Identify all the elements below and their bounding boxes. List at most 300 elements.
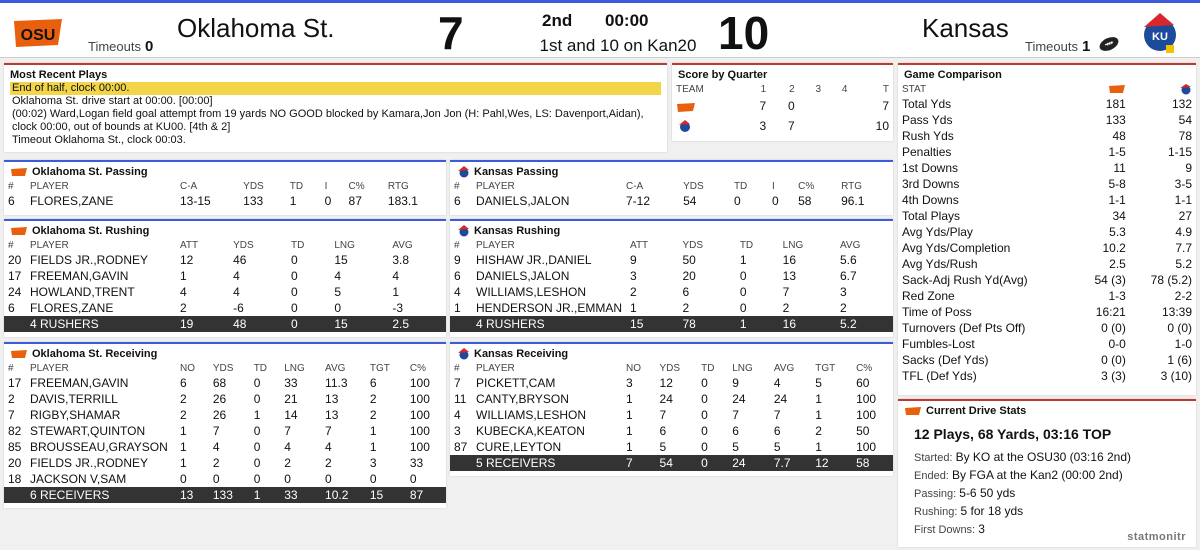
column-header: YDS — [212, 362, 234, 374]
stat-cell: 85 — [8, 440, 22, 454]
stat-cell: 100 — [409, 408, 430, 422]
stat-cell: 100 — [856, 408, 877, 422]
stat-cell: 0 — [701, 376, 708, 390]
total-cell: 0 — [287, 316, 330, 332]
cmp-row — [898, 176, 1196, 192]
play-item: Timeout Oklahoma St., clock 00:03. — [12, 134, 186, 146]
cmp-ku-value: 7.7 — [1175, 241, 1192, 255]
cmp-ku-value: 54 — [1178, 113, 1192, 127]
cmp-stat-label: TFL (Def Yds) — [902, 369, 977, 383]
stat-cell: 6 — [180, 376, 187, 390]
cmp-stat-label: Red Zone — [902, 289, 955, 303]
stat-cell: 100 — [409, 376, 430, 390]
stat-cell: 17 — [8, 376, 22, 390]
drive-started: Started: By KO at the OSU30 (03:16 2nd) — [914, 450, 1132, 464]
total-row — [4, 487, 446, 503]
column-header: AVG — [773, 362, 795, 374]
stat-cell: 20 — [8, 456, 22, 470]
stat-cell: 4 — [325, 440, 332, 454]
cmp-row — [898, 208, 1196, 224]
player-row — [4, 268, 446, 284]
stat-cell: 4 — [212, 440, 220, 454]
stat-cell: 87 — [348, 194, 362, 208]
stat-cell: 6 — [454, 269, 461, 283]
total-cell: 1 — [736, 316, 779, 332]
game-comparison-panel — [898, 63, 1196, 395]
stat-cell: 2 — [8, 392, 15, 406]
ku-small-logo-icon — [456, 347, 470, 360]
player-row — [4, 423, 446, 439]
stat-cell: 7 — [212, 424, 220, 438]
column-header: TGT — [369, 362, 390, 374]
stat-cell: 2 — [284, 456, 291, 470]
stat-cell: 3 — [630, 269, 637, 283]
stat-cell: 60 — [856, 376, 870, 390]
stat-cell: 1 — [815, 408, 822, 422]
osu-receiving-title-row — [4, 344, 446, 361]
stat-cell: 5 — [732, 440, 739, 454]
stat-cell: 33 — [409, 456, 424, 470]
column-header: # — [8, 362, 14, 374]
stat-cell: 2 — [682, 301, 690, 315]
cmp-ku-value: 132 — [1171, 97, 1192, 111]
column-header: ATT — [180, 239, 199, 251]
stat-cell: 0 — [701, 424, 708, 438]
stat-cell: 1 — [630, 301, 637, 315]
home-score: 7 — [438, 7, 464, 59]
stat-cell: 9 — [454, 253, 461, 267]
cmp-ku-value: 78 — [1178, 129, 1192, 143]
cmp-stat-label: Sack-Adj Rush Yd(Avg) — [902, 273, 1028, 287]
stat-cell: 0 — [324, 194, 332, 208]
cmp-osu-value: 1-1 — [1108, 193, 1126, 207]
stat-cell: 13 — [325, 408, 339, 422]
cmp-ku-value: 5.2 — [1175, 257, 1192, 271]
home-timeouts: Timeouts 0 — [88, 38, 154, 55]
column-header: LNG — [284, 362, 305, 374]
drive-rushing: Rushing: 5 for 18 yds — [914, 504, 1024, 518]
column-header: RTG — [387, 180, 409, 192]
osu-small-logo-icon — [676, 101, 696, 113]
total-cell: 6 RECEIVERS — [26, 487, 176, 503]
stat-cell: 4 — [180, 285, 187, 299]
cmp-osu-value: 1-3 — [1108, 289, 1126, 303]
stat-cell: 3 — [369, 456, 377, 470]
cmp-ku-value: 1-1 — [1174, 193, 1192, 207]
column-header: TD — [733, 180, 748, 192]
sq-header-team: TEAM — [676, 83, 704, 95]
player-row — [450, 268, 893, 284]
stat-cell: 1 — [626, 392, 633, 406]
cmp-osu-value: 0-0 — [1108, 337, 1126, 351]
sq-header-q2: 2 — [789, 83, 795, 95]
away-score: 10 — [718, 7, 770, 59]
column-header: NO — [626, 362, 641, 374]
stat-cell: 7 — [782, 285, 790, 299]
game-clock: 00:00 — [605, 11, 649, 30]
stat-cell: 7 — [325, 424, 332, 438]
column-header: PLAYER — [30, 362, 69, 374]
total-cell: 5.2 — [836, 316, 893, 332]
stat-cell: 6 — [732, 424, 739, 438]
player-row — [4, 455, 446, 471]
cmp-osu-value: 5.3 — [1109, 225, 1126, 239]
down-distance: 1st and 10 on Kan20 — [539, 36, 697, 55]
player-row — [450, 375, 893, 391]
stat-cell: 0 — [212, 472, 220, 486]
osu-small-logo-icon — [904, 406, 922, 416]
drive-stats-title: Current Drive Stats — [926, 404, 1027, 417]
cmp-osu-value: 0 (0) — [1101, 353, 1126, 367]
player-row — [4, 300, 446, 316]
ku-small-logo-icon — [456, 224, 470, 237]
stat-cell: 183.1 — [387, 194, 418, 208]
drive-passing: Passing: 5-6 50 yds — [914, 486, 1016, 500]
panel-title: Kansas Receiving — [474, 347, 569, 360]
sq-header-q4: 4 — [841, 83, 848, 95]
total-cell: 4 RUSHERS — [472, 316, 626, 332]
stat-cell: 4 — [233, 269, 240, 283]
stat-cell: 9 — [732, 376, 739, 390]
cmp-stat-header: STAT — [902, 83, 927, 95]
stat-cell: CANTY,BRYSON — [476, 392, 569, 406]
cmp-row — [898, 336, 1196, 352]
total-cell: 16 — [779, 316, 836, 332]
stat-cell: 2 — [369, 408, 377, 422]
stat-cell: 0 — [701, 408, 708, 422]
stat-cell: 18 — [8, 472, 22, 486]
column-header: TD — [739, 239, 754, 251]
sq-header-q1: 1 — [760, 83, 767, 95]
stat-cell: 96.1 — [841, 194, 865, 208]
cmp-row — [898, 368, 1196, 384]
stat-cell: 6 — [682, 285, 690, 299]
statmonitr-logo: statmonitr — [1127, 531, 1186, 543]
total-cell — [450, 316, 472, 332]
away-timeouts: Timeouts 1 — [1025, 38, 1091, 55]
football-icon — [1098, 36, 1120, 57]
column-header: LNG — [334, 239, 355, 251]
cmp-osu-value: 181 — [1105, 97, 1126, 111]
stat-cell: 26 — [212, 392, 227, 406]
player-row — [450, 284, 893, 300]
column-header: AVG — [392, 239, 413, 251]
column-header: # — [454, 239, 460, 251]
stat-cell: 100 — [409, 424, 430, 438]
cmp-ku-value: 27 — [1178, 209, 1192, 223]
stat-cell: 1 — [392, 285, 400, 299]
stat-cell: 5 — [815, 376, 822, 390]
column-header: # — [8, 180, 14, 192]
stat-cell: 0 — [739, 285, 747, 299]
osu-rushing-panel — [4, 219, 446, 337]
total-row — [450, 455, 893, 471]
stat-cell: 50 — [856, 424, 870, 438]
cmp-ku-value: 78 (5.2) — [1150, 273, 1192, 287]
stat-cell: 7-12 — [626, 194, 651, 208]
stat-cell: 0 — [291, 269, 298, 283]
ku-receiving-panel — [450, 342, 893, 476]
stat-cell: 46 — [233, 253, 247, 267]
osu-small-logo-icon — [10, 226, 28, 236]
column-header: PLAYER — [476, 180, 515, 192]
stat-cell: -3 — [392, 301, 403, 315]
osu-small-logo-icon — [1108, 84, 1126, 94]
stat-cell: CURE,LEYTON — [476, 440, 562, 454]
score-by-quarter-title: Score by Quarter — [678, 68, 768, 81]
cmp-ku-value: 3 (10) — [1160, 369, 1192, 383]
cmp-row — [898, 224, 1196, 240]
osu-passing-panel — [4, 160, 446, 215]
svg-text:OSU: OSU — [20, 27, 56, 44]
stat-cell: 0 — [253, 424, 261, 438]
column-header: AVG — [325, 362, 346, 374]
stat-cell: 14 — [284, 408, 298, 422]
stat-cell: DAVIS,TERRILL — [30, 392, 118, 406]
column-header: YDS — [682, 239, 704, 251]
stat-cell: 0 — [325, 472, 332, 486]
total-cell: 1 — [250, 487, 281, 503]
column-header: C% — [798, 180, 815, 192]
cmp-stat-label: Avg Yds/Completion — [902, 241, 1011, 255]
score-by-quarter-panel — [672, 63, 893, 141]
player-row — [4, 375, 446, 391]
stat-cell: 11 — [454, 392, 467, 406]
cmp-stat-label: Avg Yds/Rush — [902, 257, 978, 271]
stat-cell: 1 — [369, 424, 377, 438]
cmp-osu-value: 11 — [1113, 161, 1126, 175]
cmp-row — [898, 144, 1196, 160]
stat-cell: 1 — [454, 301, 461, 315]
cmp-osu-value: 48 — [1112, 129, 1126, 143]
stat-cell: FREEMAN,GAVIN — [30, 376, 129, 390]
column-header: PLAYER — [30, 180, 69, 192]
column-header: # — [454, 362, 460, 374]
cmp-row — [898, 160, 1196, 176]
cmp-osu-value: 16:21 — [1095, 305, 1126, 319]
column-header: RTG — [841, 180, 863, 192]
cmp-row — [898, 288, 1196, 304]
cmp-osu-value: 0 (0) — [1101, 321, 1126, 335]
player-row — [4, 284, 446, 300]
sq-cell: 0 — [788, 99, 795, 113]
stat-cell: HENDERSON JR.,EMMAN — [476, 301, 623, 315]
column-header: C% — [856, 362, 873, 374]
cmp-row — [898, 352, 1196, 368]
drive-stats-title-row — [898, 401, 1196, 418]
stat-cell: 17 — [8, 269, 22, 283]
stat-cell: -6 — [233, 301, 244, 315]
stat-cell: 1 — [289, 194, 297, 208]
stat-cell: DANIELS,JALON — [476, 269, 570, 283]
away-team-name: Kansas — [922, 13, 1009, 43]
column-header: # — [8, 239, 14, 251]
osu-logo-icon — [10, 13, 66, 53]
total-cell: 13 — [176, 487, 209, 503]
column-header: TGT — [815, 362, 836, 374]
ku-small-logo-icon — [676, 119, 692, 133]
player-row — [4, 193, 446, 209]
cmp-osu-value: 34 — [1112, 209, 1126, 223]
stat-cell: 20 — [682, 269, 696, 283]
stat-cell: 13-15 — [180, 194, 211, 208]
stat-cell: 2 — [782, 301, 790, 315]
sq-cell: 7 — [759, 99, 767, 113]
cmp-stat-label: Sacks (Def Yds) — [902, 353, 989, 367]
sq-cell — [799, 96, 825, 116]
sq-cell: 7 — [788, 119, 795, 133]
stat-cell: 6 — [659, 424, 667, 438]
stat-cell: HOWLAND,TRENT — [30, 285, 135, 299]
cmp-ku-value: 2-2 — [1174, 289, 1192, 303]
cmp-row — [898, 240, 1196, 256]
panel-title: Kansas Rushing — [474, 224, 561, 237]
panel-title: Kansas Passing — [474, 165, 559, 178]
stat-cell: 7 — [8, 408, 15, 422]
panel-title: Oklahoma St. Passing — [32, 165, 148, 178]
cmp-ku-value: 1-15 — [1167, 145, 1192, 159]
cmp-stat-label: 1st Downs — [902, 161, 959, 175]
cmp-row — [898, 320, 1196, 336]
stat-cell: 24 — [8, 285, 22, 299]
stat-cell: 33 — [284, 376, 298, 390]
total-cell: 7 — [622, 455, 656, 471]
stat-cell: 58 — [798, 194, 812, 208]
stat-cell: 13 — [325, 392, 339, 406]
stat-cell: 20 — [8, 253, 22, 267]
stat-cell: 1 — [180, 440, 187, 454]
recent-plays-title: Most Recent Plays — [10, 68, 108, 81]
stat-cell: 6 — [8, 301, 15, 315]
total-row — [4, 316, 446, 332]
cmp-ku-value: 9 — [1185, 161, 1192, 175]
osu-rushing-title-row — [4, 221, 446, 238]
stat-cell: 4 — [454, 285, 461, 299]
play-item: End of half, clock 00:00. — [10, 82, 661, 95]
cmp-stat-label: 3rd Downs — [902, 177, 960, 191]
home-team-name: Oklahoma St. — [177, 13, 335, 43]
stat-cell: 3 — [839, 285, 847, 299]
player-row — [4, 471, 446, 487]
cmp-stat-label: Fumbles-Lost — [902, 337, 975, 351]
cmp-stat-label: Total Plays — [902, 209, 961, 223]
stat-cell: 5 — [659, 440, 667, 454]
total-cell: 15 — [626, 316, 678, 332]
column-header: NO — [180, 362, 195, 374]
stat-cell: 7 — [454, 376, 461, 390]
cmp-ku-value: 1-0 — [1174, 337, 1192, 351]
stat-cell: 54 — [683, 194, 697, 208]
stat-cell: 1 — [180, 269, 187, 283]
stat-cell: 6.7 — [839, 269, 857, 283]
player-row — [450, 252, 893, 268]
total-cell: 12 — [811, 455, 852, 471]
sq-cell: 10 — [875, 119, 889, 133]
cmp-osu-value: 10.2 — [1102, 241, 1126, 255]
total-cell: 133 — [209, 487, 250, 503]
total-cell: 19 — [176, 316, 229, 332]
stat-cell: WILLIAMS,LESHON — [476, 285, 587, 299]
column-header: I — [324, 180, 328, 192]
stat-cell: 0 — [701, 440, 708, 454]
player-row — [450, 407, 893, 423]
play-item: (00:02) Ward,Logan field goal attempt from 19 yards NO GOOD blocked by Kamara,Jon Jon (H: Pahl,Wes, LS: Davenport,Aidan), clock 00:00, out of bounds at KU00. [4th & 2] — [12, 108, 644, 133]
drive-stats-panel — [898, 399, 1196, 547]
stat-cell: 50 — [682, 253, 696, 267]
scoreboard-header — [0, 0, 1200, 58]
stat-cell: 133 — [243, 194, 264, 208]
stat-cell: 5.6 — [839, 253, 857, 267]
panel-title: Oklahoma St. Rushing — [32, 224, 150, 237]
player-row — [450, 439, 893, 455]
stat-cell: 9 — [630, 253, 637, 267]
column-header: AVG — [839, 239, 861, 251]
player-row — [4, 439, 446, 455]
stat-cell: FLORES,ZANE — [30, 194, 114, 208]
cmp-ku-value: 1 (6) — [1167, 353, 1192, 367]
stat-cell: 3.8 — [392, 253, 410, 267]
cmp-stat-label: Turnovers (Def Pts Off) — [902, 321, 1026, 335]
cmp-stat-label: 4th Downs — [902, 193, 959, 207]
cmp-stat-label: Avg Yds/Play — [902, 225, 973, 239]
total-cell: 5 RECEIVERS — [472, 455, 622, 471]
stat-cell: 3 — [626, 376, 633, 390]
stat-cell: 4 — [392, 269, 400, 283]
stat-cell: 0 — [409, 472, 417, 486]
stat-cell: 0 — [369, 472, 377, 486]
panel-title: Oklahoma St. Receiving — [32, 347, 158, 360]
ku-logo-icon — [1130, 9, 1186, 49]
stat-cell: 1 — [626, 440, 633, 454]
cmp-osu-value: 2.5 — [1109, 257, 1126, 271]
total-cell: 4 RUSHERS — [26, 316, 176, 332]
column-header: I — [771, 180, 775, 192]
column-header: YDS — [683, 180, 704, 192]
stat-cell: 1 — [253, 408, 261, 422]
cmp-osu-value: 5-8 — [1108, 177, 1126, 191]
cmp-stat-label: Pass Yds — [902, 113, 953, 127]
player-row — [450, 391, 893, 407]
stat-cell: 7 — [659, 408, 667, 422]
stat-cell: 2 — [815, 424, 822, 438]
cmp-row — [898, 112, 1196, 128]
cmp-stat-label: Time of Poss — [902, 305, 972, 319]
stat-cell: 24 — [659, 392, 673, 406]
total-row — [450, 316, 893, 332]
column-header: PLAYER — [476, 239, 515, 251]
cmp-ku-value: 13:39 — [1161, 305, 1192, 319]
total-cell: 87 — [406, 487, 446, 503]
cmp-ku-value: 0 (0) — [1167, 321, 1192, 335]
cmp-row — [898, 304, 1196, 320]
drive-first-downs: First Downs: 3 — [914, 522, 985, 536]
stat-cell: 0 — [253, 440, 261, 454]
player-row — [450, 193, 893, 209]
stat-cell: 4 — [454, 408, 461, 422]
stat-cell: 4 — [773, 376, 781, 390]
stat-cell: 0 — [771, 194, 779, 208]
recent-plays-panel — [4, 63, 667, 152]
osu-receiving-panel — [4, 342, 446, 508]
total-cell: 0 — [697, 455, 728, 471]
stat-cell: 2 — [180, 392, 187, 406]
column-header: YDS — [659, 362, 681, 374]
stat-cell: 2 — [630, 285, 637, 299]
total-cell: 24 — [728, 455, 770, 471]
svg-text:KU: KU — [1152, 31, 1168, 43]
column-header: C-A — [626, 180, 644, 192]
total-cell: 10.2 — [321, 487, 366, 503]
